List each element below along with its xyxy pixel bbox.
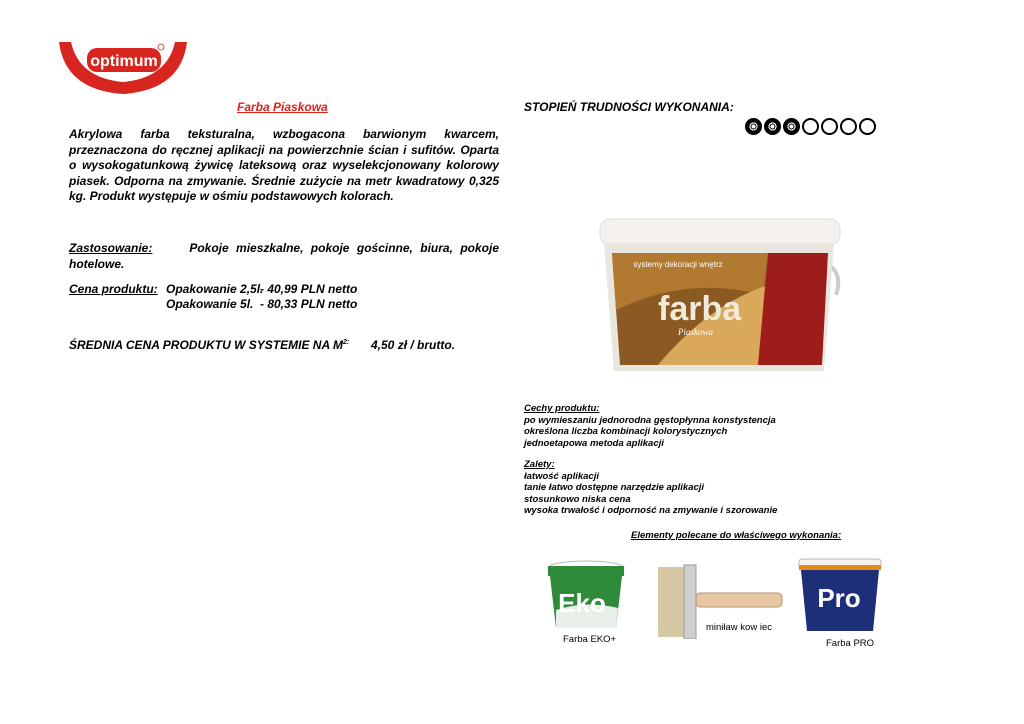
list-item: wysoka trwałość i odporność na zmywanie i szorowanie bbox=[524, 505, 778, 516]
brush-caption: miniław kow iec bbox=[706, 622, 772, 633]
list-item: jednoetapowa metoda aplikacji bbox=[524, 437, 664, 449]
difficulty-dot-filled bbox=[764, 118, 781, 135]
difficulty-rating bbox=[745, 118, 876, 135]
package-price: - 80,33 PLN netto bbox=[260, 297, 358, 311]
package-name: Opakowanie 2,5l. bbox=[166, 282, 264, 296]
pro-bucket-image bbox=[797, 557, 883, 633]
difficulty-dot-empty bbox=[821, 118, 838, 135]
farba-piaskowa-bucket-image bbox=[598, 215, 846, 375]
list-item: po wymieszaniu jednorodna gęstopłynna konstystencja bbox=[524, 414, 776, 426]
optimum-logo bbox=[57, 40, 189, 96]
bucket-subbrand: Piaskowa bbox=[678, 327, 713, 337]
package-price: - 40,99 PLN netto bbox=[260, 282, 358, 296]
list-item: stosunkowo niska cena bbox=[524, 493, 631, 505]
price-label: Cena produktu: bbox=[69, 282, 158, 296]
difficulty-dot-empty bbox=[802, 118, 819, 135]
difficulty-dot-filled bbox=[783, 118, 800, 135]
pro-label: Pro bbox=[817, 583, 861, 613]
eko-label: Eko bbox=[558, 588, 606, 618]
eko-caption: Farba EKO+ bbox=[563, 634, 617, 645]
average-price-value: 4,50 zł / brutto. bbox=[371, 338, 456, 352]
list-item: określona liczba kombinacji kolorystycznych bbox=[524, 426, 728, 437]
list-item: tanie łatwo dostępne narzędzie aplikacji bbox=[524, 482, 705, 493]
eko-bucket-image bbox=[546, 560, 626, 630]
difficulty-dot-empty bbox=[859, 118, 876, 135]
usage-section bbox=[69, 241, 499, 272]
difficulty-dot-filled bbox=[745, 118, 762, 135]
features-section bbox=[524, 403, 776, 449]
difficulty-dot-empty bbox=[840, 118, 857, 135]
average-price-sup: 2: bbox=[343, 339, 350, 346]
product-description: Akrylowa farba teksturalna, wzbogacona barwionym kwarcem, przeznaczona do ręcznej aplikacji na powierzchnie ścian i sufitów. Oparta o wysokogatunkową żywicę lateksową oraz wyselekcjonowany kolorowy piasek. Odporna na zmywanie. Średnie zużycie na metr kwadratowy 0,325 kg. Produkt występuje w ośmiu podstawowych kolorach. bbox=[69, 127, 499, 203]
logo-text: optimum bbox=[90, 53, 158, 70]
recommended-heading: Elementy polecane do właściwego wykonania: bbox=[631, 530, 842, 541]
bucket-brand: farba bbox=[658, 290, 742, 328]
list-item: łatwość aplikacji bbox=[524, 470, 599, 482]
pro-caption: Farba PRO bbox=[826, 638, 875, 649]
bucket-top-label: systemy dekoracji wnętrz bbox=[633, 260, 723, 269]
package-name: Opakowanie 5l. bbox=[166, 297, 254, 311]
pros-section bbox=[524, 459, 777, 517]
average-price-text: ŚREDNIA CENA PRODUKTU W SYSTEMIE NA M bbox=[69, 338, 344, 352]
difficulty-label: STOPIEŃ TRUDNOŚCI WYKONANIA: bbox=[524, 100, 734, 114]
features-heading: Cechy produktu: bbox=[524, 403, 600, 414]
average-price-label bbox=[69, 338, 349, 352]
usage-text: Pokoje mieszkalne, pokoje gościnne, biura, pokoje hotelowe. bbox=[69, 241, 499, 271]
usage-label: Zastosowanie: bbox=[69, 241, 153, 255]
product-title: Farba Piaskowa bbox=[237, 100, 328, 114]
pros-heading: Zalety: bbox=[524, 459, 555, 470]
